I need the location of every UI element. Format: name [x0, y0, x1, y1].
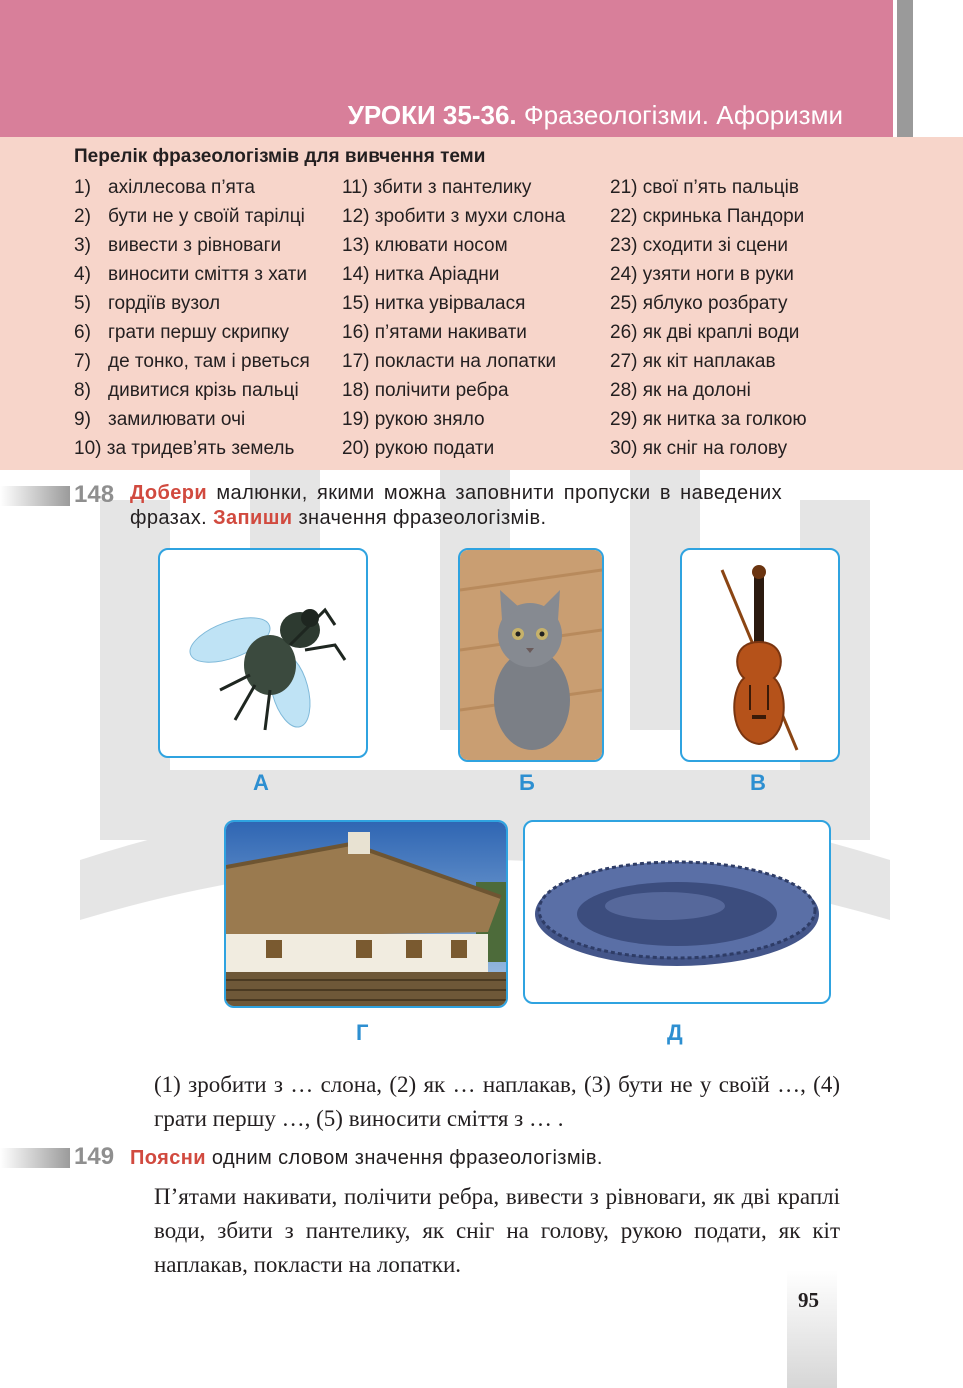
list-column-1	[74, 176, 310, 466]
picture-label-a: А	[253, 770, 269, 795]
exercise-number-149: 149	[74, 1143, 115, 1170]
picture-label-c: В	[750, 770, 766, 795]
exercise-149-task: Поясни одним словом значення фразеологізмів.	[130, 1147, 603, 1169]
list-heading: Перелік фразеологізмів для вивчення теми	[74, 146, 486, 167]
list-item: 6) грати першу скрипку	[74, 322, 289, 343]
list-item: 13) клювати носом	[342, 235, 508, 256]
list-item: 24) узяти ноги в руки	[610, 264, 794, 285]
list-item: 26) як дві краплі води	[610, 322, 800, 343]
violin-icon	[682, 550, 838, 760]
picture-house	[224, 820, 508, 1008]
list-item: 18) полічити ребра	[342, 380, 509, 401]
lesson-label: УРОКИ 35-36.	[347, 100, 517, 130]
list-item: 5) гордіїв вузол	[74, 293, 221, 314]
list-item: 28) як на долоні	[610, 380, 751, 401]
page-number: 95	[798, 1288, 819, 1312]
list-item: 17) покласти на лопатки	[342, 351, 557, 372]
list-item: 12) зробити з мухи слона	[342, 206, 566, 227]
list-item: 29) як нитка за голкою	[610, 409, 807, 430]
list-item: 9) замилювати очі	[74, 409, 246, 430]
picture-label-b: Б	[519, 770, 535, 795]
list-item: 8) дивитися крізь пальці	[74, 380, 299, 401]
list-item: 3) вивести з рівноваги	[74, 235, 282, 256]
picture-label-d: Г	[356, 1020, 369, 1045]
list-item: 10) за тридев’ять земель	[74, 438, 295, 459]
list-column-2	[342, 176, 565, 466]
exercise-number-148: 148	[74, 481, 115, 508]
lesson-topic: Фразеологізми. Афоризми	[523, 100, 843, 130]
exercise-149-body: П’ятами накивати, полічити ребра, вивести з рівноваги, як дві краплі води, збити з пантелику, як сніг на голову, рукою подати, як кіт наплакав, покласти на лопатки.	[154, 1184, 840, 1277]
picture-violin	[680, 548, 840, 762]
list-item: 21) свої п’ять пальців	[610, 177, 799, 198]
task-verb-explain: Поясни	[130, 1147, 206, 1169]
exercise-marker-bar	[0, 486, 70, 506]
list-column-3	[610, 176, 807, 466]
list-item: 23) сходити зі сцени	[610, 235, 789, 256]
list-item: 14) нитка Аріадни	[342, 264, 500, 285]
list-item: 1) ахіллесова п’ята	[74, 177, 255, 198]
exercise-148-phrases: (1) зробити з … слона, (2) як … наплакав, (3) бути не у своїй …, (4) грати першу …, (5) виносити сміття з … .	[154, 1072, 840, 1131]
house-icon	[226, 822, 506, 1006]
list-item: 27) як кіт наплакав	[610, 351, 776, 372]
list-item: 11) збити з пантелику	[342, 177, 532, 198]
list-item: 22) скринька Пандори	[610, 206, 805, 227]
list-item: 15) нитка увірвалася	[342, 293, 526, 314]
list-item: 4) виносити сміття з хати	[74, 264, 307, 285]
fly-icon	[160, 550, 366, 756]
picture-fly	[158, 548, 368, 758]
cat-icon	[460, 550, 602, 760]
picture-label-e: Д	[667, 1020, 683, 1045]
lesson-title	[348, 100, 843, 131]
list-item: 16) п’ятами накивати	[342, 322, 527, 343]
list-item: 25) яблуко розбрату	[610, 293, 788, 314]
header-edge	[897, 0, 913, 137]
picture-plate	[523, 820, 831, 1004]
picture-cat	[458, 548, 604, 762]
task-verb-choose: Добери	[130, 482, 208, 504]
exercise-marker-bar	[0, 1148, 70, 1168]
list-item: 2) бути не у своїй тарілці	[74, 206, 305, 227]
list-item: 19) рукою зняло	[342, 409, 485, 430]
task-verb-write: Запиши	[213, 507, 293, 529]
exercise-148-task: Добери малюнки, якими можна заповнити пропуски в наведених фразах. Запиши значення фразеологізмів.	[130, 482, 782, 529]
plate-icon	[525, 822, 829, 1002]
list-item: 20) рукою подати	[342, 438, 495, 459]
list-item: 30) як сніг на голову	[610, 438, 788, 459]
list-item: 7) де тонко, там і рветься	[74, 351, 310, 372]
